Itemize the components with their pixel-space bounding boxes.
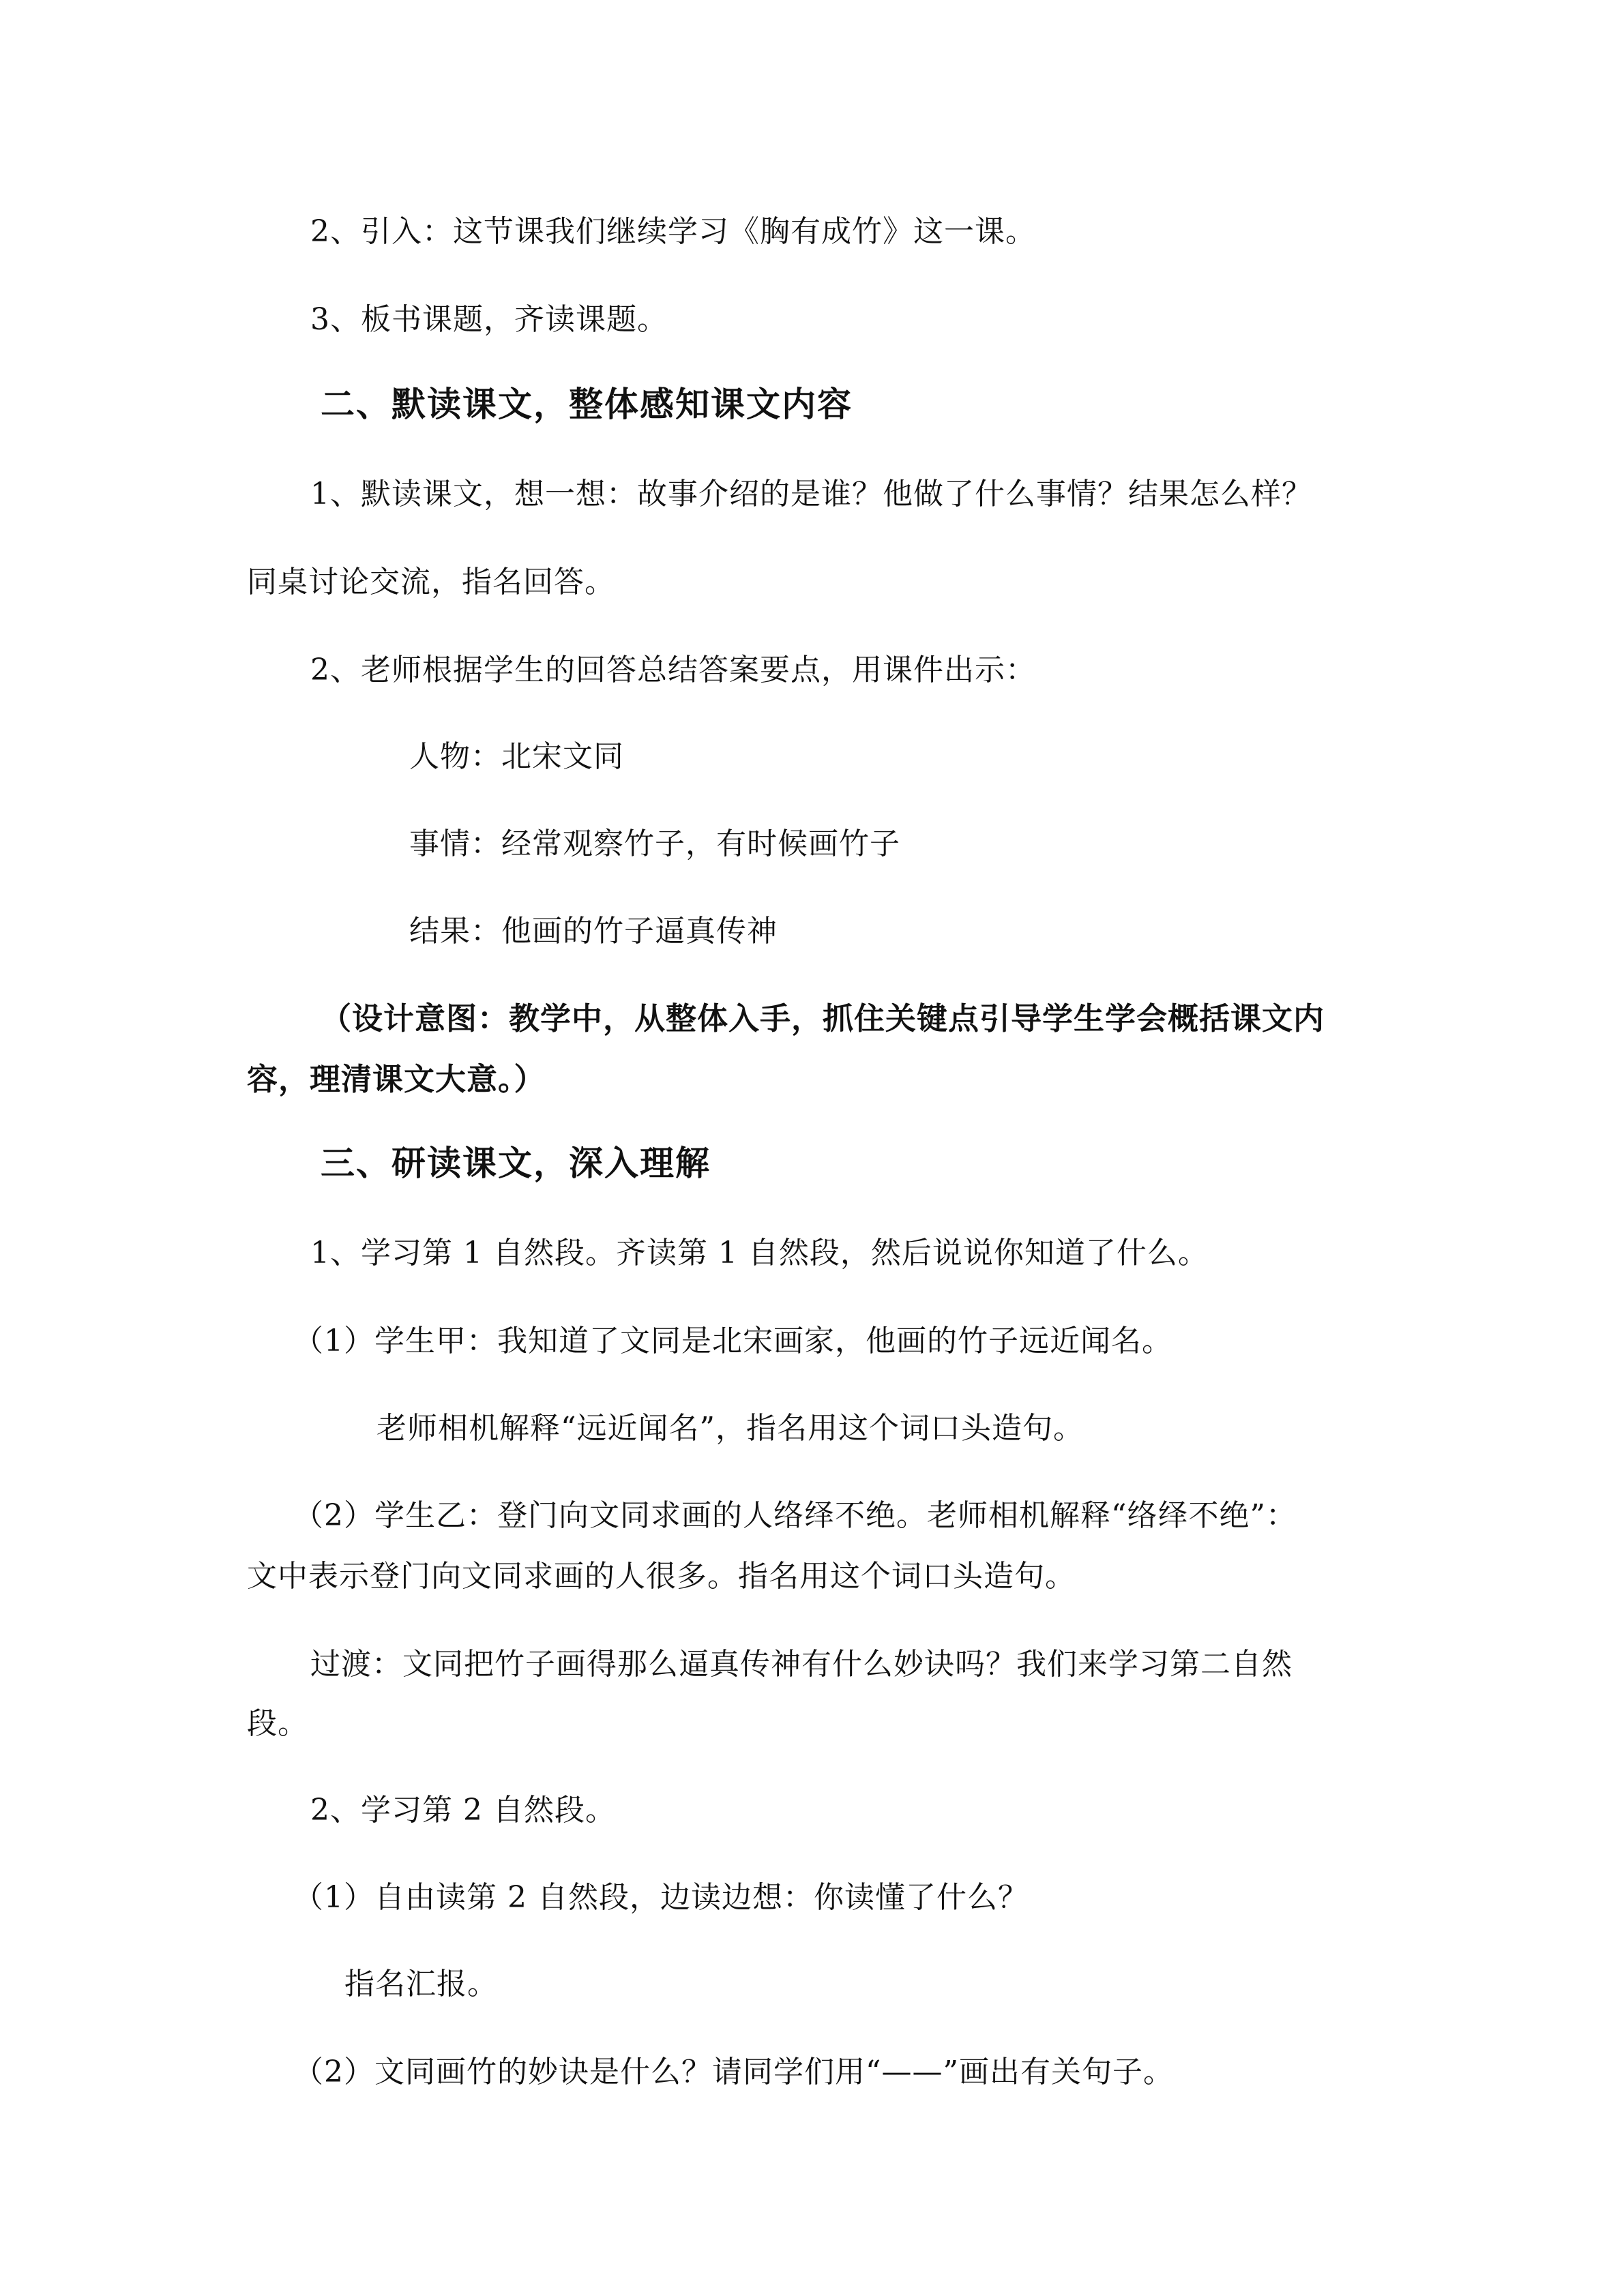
paragraph-free-reading: （1）自由读第 2 自然段，边读边想：你读懂了什么？ bbox=[293, 1880, 1029, 1915]
paragraph-report: 指名汇报。 bbox=[344, 1967, 498, 2001]
list-item-character: 人物：北宋文同 bbox=[409, 739, 624, 774]
paragraph-board-title: 3、板书课题，齐读课题。 bbox=[310, 302, 668, 337]
paragraph-secret-question: （2）文同画竹的妙诀是什么？请同学们用“——”画出有关句子。 bbox=[293, 2055, 1174, 2089]
paragraph-teacher-explain-1: 老师相机解释“远近闻名”，指名用这个词口头造句。 bbox=[377, 1411, 1084, 1446]
list-item-result: 结果：他画的竹子逼真传神 bbox=[409, 914, 778, 949]
paragraph-student-a: （1）学生甲：我知道了文同是北宋画家，他画的竹子远近闻名。 bbox=[293, 1324, 1172, 1358]
paragraph-transition: 过渡：文同把竹子画得那么逼真传神有什么妙诀吗？我们来学习第二自然 bbox=[310, 1647, 1293, 1682]
list-item-event: 事情：经常观察竹子，有时候画竹子 bbox=[409, 826, 900, 861]
design-intent-note: （设计意图：教学中，从整体入手，抓住关键点引导学生学会概括课文内 bbox=[321, 1000, 1325, 1037]
paragraph-intro: 2、引入：这节课我们继续学习《胸有成竹》这一课。 bbox=[310, 214, 1036, 249]
section-heading-2: 二、默读课文，整体感知课文内容 bbox=[321, 384, 853, 424]
paragraph-study-1: 1、学习第 1 自然段。齐读第 1 自然段，然后说说你知道了什么。 bbox=[310, 1236, 1209, 1270]
paragraph-student-b: （2）学生乙：登门向文同求画的人络绎不绝。老师相机解释“络绎不绝”： bbox=[293, 1498, 1297, 1533]
paragraph-study-2: 2、学习第 2 自然段。 bbox=[310, 1793, 616, 1828]
paragraph-student-b-cont: 文中表示登门向文同求画的人很多。指名用这个词口头造句。 bbox=[247, 1559, 1076, 1594]
paragraph-transition-cont: 段。 bbox=[247, 1706, 308, 1741]
paragraph-summary: 2、老师根据学生的回答总结答案要点，用课件出示： bbox=[310, 653, 1036, 687]
paragraph-silent-reading-cont: 同桌讨论交流，指名回答。 bbox=[247, 565, 615, 599]
section-heading-3: 三、研读课文，深入理解 bbox=[321, 1143, 711, 1183]
paragraph-silent-reading: 1、默读课文，想一想：故事介绍的是谁？他做了什么事情？结果怎么样？ bbox=[310, 477, 1312, 511]
design-intent-note-cont: 容，理清课文大意。） bbox=[247, 1061, 546, 1097]
